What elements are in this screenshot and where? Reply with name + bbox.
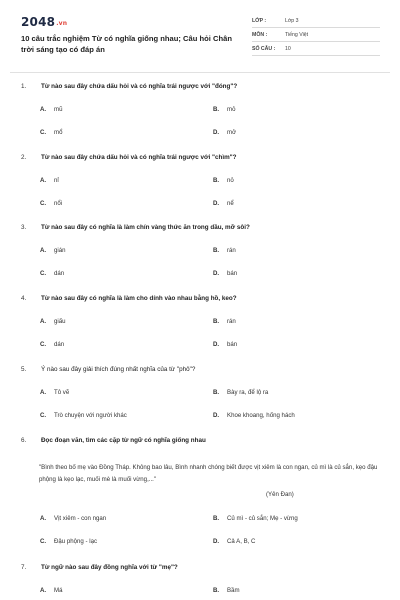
- option-d[interactable]: D. bán: [213, 270, 238, 277]
- reading-passage: "Bình theo bố mẹ vào Đồng Tháp. Không bao lâu, Bình nhanh chóng biết được vịt xiêm là con ngan, củ mì là củ sắn, kẹo đậu phộng là kẹo lạc, muối mè là muối vừng,...": [39, 464, 378, 483]
- option-a[interactable]: A. nỉ: [40, 177, 59, 184]
- option-c[interactable]: C. dán: [40, 341, 65, 348]
- question-5: [21, 365, 381, 427]
- passage-source: (Yên Đan): [266, 491, 294, 498]
- meta-row-count: [252, 42, 380, 56]
- question-2: [21, 153, 381, 215]
- header-divider: [10, 72, 390, 73]
- meta-value-count: 10: [285, 45, 291, 52]
- option-c[interactable]: C. Đậu phộng - lạc: [40, 538, 98, 545]
- meta-label-grade: LỚP :: [252, 17, 267, 24]
- option-d[interactable]: D. nể: [213, 200, 234, 207]
- option-c[interactable]: C. dán: [40, 270, 65, 277]
- option-a[interactable]: A. giấu: [40, 318, 66, 325]
- option-c[interactable]: C. Trò chuyện với người khác: [40, 412, 127, 419]
- option-d[interactable]: D. bán: [213, 341, 238, 348]
- question-number: 6.: [21, 437, 27, 444]
- question-text: Từ ngữ nào sau đây đồng nghĩa với từ "mẹ"?: [41, 564, 178, 571]
- option-b[interactable]: B. rán: [213, 318, 236, 325]
- question-6: [21, 436, 381, 446]
- option-a[interactable]: A. Vịt xiêm - con ngan: [40, 515, 107, 522]
- question-number: 3.: [21, 224, 27, 231]
- option-c[interactable]: C. mổ: [40, 129, 63, 136]
- question-4: [21, 294, 381, 356]
- question-text: Từ nào sau đây có nghĩa là làm chín vàng thức ăn trong dầu, mỡ sôi?: [41, 224, 250, 231]
- question-text: Ý nào sau đây giải thích đúng nhất nghĩa của từ "phô"?: [41, 366, 196, 373]
- option-d[interactable]: D. Khoe khoang, hống hách: [213, 412, 295, 419]
- option-a[interactable]: A. gián: [40, 247, 66, 254]
- option-d[interactable]: D. Cả A, B, C: [213, 538, 256, 545]
- question-number: 2.: [21, 154, 27, 161]
- meta-label-subject: MÔN :: [252, 31, 268, 38]
- meta-row-grade: [252, 14, 380, 28]
- meta-label-count: SỐ CÂU :: [252, 45, 276, 52]
- option-b[interactable]: B. mỏ: [213, 106, 236, 113]
- question-number: 4.: [21, 295, 27, 302]
- option-a[interactable]: A. Tô vẽ: [40, 389, 70, 396]
- meta-table: [252, 14, 380, 56]
- meta-value-grade: Lớp 3: [285, 17, 299, 24]
- question-3: [21, 223, 381, 285]
- option-b[interactable]: B. Củ mì - củ sắn; Mẹ - vừng: [213, 515, 298, 522]
- question-6-options: [21, 501, 381, 553]
- question-number: 5.: [21, 366, 27, 373]
- question-text: Từ nào sau đây chứa dấu hỏi và có nghĩa trái ngược với "chìm"?: [41, 154, 237, 161]
- document-title: 10 câu trắc nghiệm Từ có nghĩa giống nhau; Câu hỏi Chân trời sáng tạo có đáp án: [21, 34, 232, 54]
- option-a[interactable]: A. Má: [40, 587, 63, 594]
- option-b[interactable]: B. Bầm: [213, 587, 240, 594]
- logo-suffix: .vn: [56, 20, 68, 27]
- option-b[interactable]: B. rán: [213, 247, 236, 254]
- question-text: Từ nào sau đây có nghĩa là làm cho dính vào nhau bằng hồ, keo?: [41, 295, 237, 302]
- logo-main: 2048: [21, 15, 56, 29]
- meta-row-subject: [252, 28, 380, 42]
- meta-value-subject: Tiếng Việt: [285, 31, 309, 38]
- site-logo[interactable]: [21, 15, 67, 29]
- question-text: Đọc đoạn văn, tìm các cặp từ ngữ có nghĩa giống nhau: [41, 437, 206, 444]
- option-a[interactable]: A. mũ: [40, 106, 63, 113]
- question-7: [21, 563, 381, 599]
- option-b[interactable]: B. nỏ: [213, 177, 234, 184]
- question-number: 7.: [21, 564, 27, 571]
- question-number: 1.: [21, 83, 27, 90]
- option-d[interactable]: D. mở: [213, 129, 237, 136]
- question-text: Từ nào sau đây chứa dấu hỏi và có nghĩa trái ngược với "đóng"?: [41, 83, 238, 90]
- option-b[interactable]: B. Bày ra, để lộ ra: [213, 389, 269, 396]
- question-1: [21, 82, 381, 144]
- option-c[interactable]: C. nổi: [40, 200, 63, 207]
